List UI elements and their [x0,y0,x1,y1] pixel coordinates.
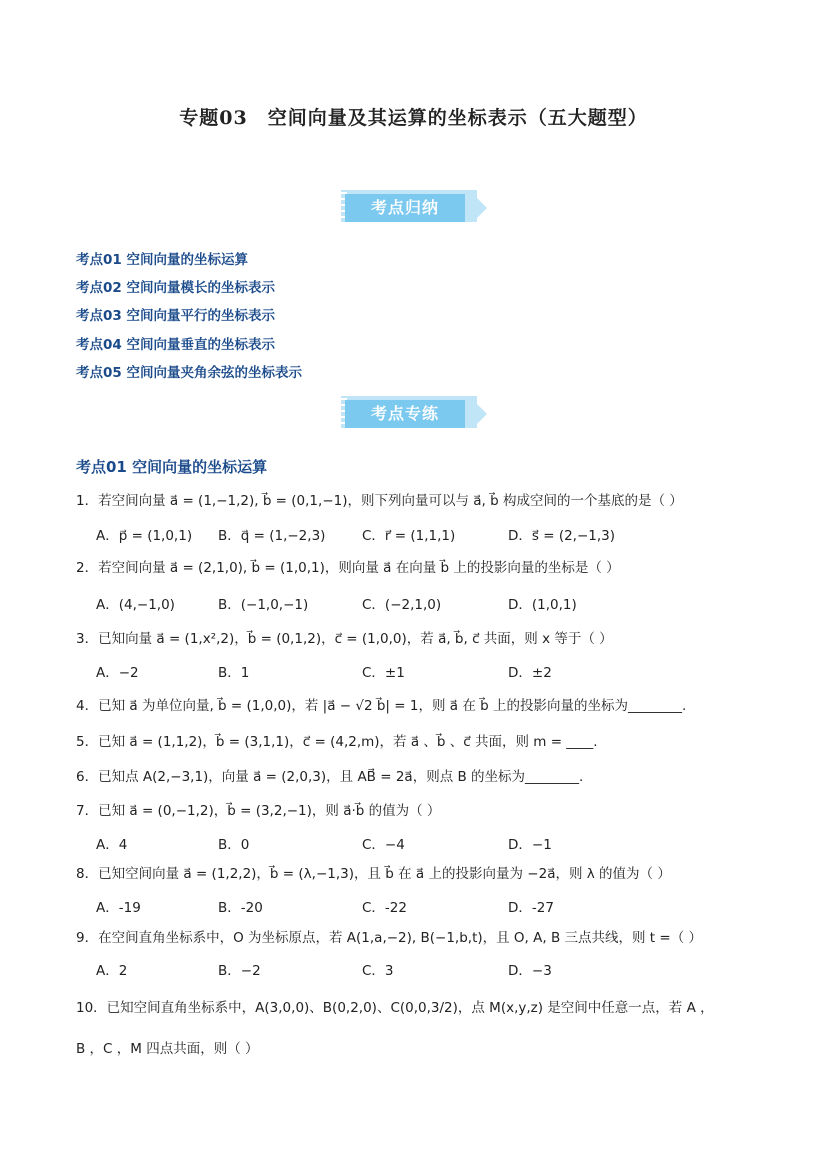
question-2: 2．若空间向量 a⃗ = (2,1,0), b⃗ = (1,0,1)，则向量 a⃗ 在向量 b⃗ 上的投影向量的坐标是（ ） [76,560,620,576]
banner-practice-label: 考点专练 [345,400,465,428]
option-a[interactable]: A．(4,−1,0) [96,597,175,613]
question-5: 5．已知 a⃗ = (1,1,2)，b⃗ = (3,1,1)，c⃗ = (4,2,m)，若 a⃗ 、b⃗ 、c⃗ 共面，则 m = ____. [76,734,598,750]
option-c[interactable]: C．(−2,1,0) [362,597,442,613]
section-heading: 考点01 空间向量的坐标运算 [76,458,268,476]
option-a[interactable]: A．4 [96,837,128,853]
question-4: 4．已知 a⃗ 为单位向量, b⃗ = (1,0,0)，若 |a⃗ − √2 b⃗| = 1，则 a⃗ 在 b⃗ 上的投影向量的坐标为________. [76,698,687,714]
option-b[interactable]: B．q⃗ = (1,−2,3) [218,528,326,544]
option-d[interactable]: D．−3 [508,963,552,979]
option-a[interactable]: A．-19 [96,900,141,916]
option-b[interactable]: B．(−1,0,−1) [218,597,309,613]
option-c[interactable]: C．3 [362,963,394,979]
option-d[interactable]: D．s⃗ = (2,−1,3) [508,528,616,544]
question-10: 10．已知空间直角坐标系中，A(3,0,0)、B(0,2,0)、C(0,0,3/2)，点 M(x,y,z) 是空间中任意一点，若 A ， [76,1000,714,1016]
toc-item-1[interactable]: 考点01 空间向量的坐标运算 [76,252,248,268]
option-b[interactable]: B．−2 [218,963,261,979]
question-1: 1．若空间向量 a⃗ = (1,−1,2), b⃗ = (0,1,−1)，则下列向量可以与 a⃗, b⃗ 构成空间的一个基底的是（ ） [76,493,683,509]
banner-summary [341,190,487,226]
question-3: 3．已知向量 a⃗ = (1,x²,2)，b⃗ = (0,1,2)，c⃗ = (1,0,0)，若 a⃗, b⃗, c⃗ 共面，则 x 等于（ ） [76,631,613,647]
page-title: 专题03 空间向量及其运算的坐标表示（五大题型） [179,107,648,129]
option-d[interactable]: D．±2 [508,665,552,681]
question-9: 9．在空间直角坐标系中，O 为坐标原点，若 A(1,a,−2), B(−1,b,t)，且 O, A, B 三点共线，则 t =（ ） [76,930,702,946]
toc-item-5[interactable]: 考点05 空间向量夹角余弦的坐标表示 [76,365,302,381]
option-b[interactable]: B．1 [218,665,250,681]
option-d[interactable]: D．−1 [508,837,552,853]
question-8: 8．已知空间向量 a⃗ = (1,2,2)，b⃗ = (λ,−1,3)，且 b⃗ 在 a⃗ 上的投影向量为 −2a⃗，则 λ 的值为（ ） [76,866,671,882]
question-10-continued: B ，C ，M 四点共面，则（ ） [76,1041,259,1057]
option-c[interactable]: C．-22 [362,900,407,916]
question-6: 6．已知点 A(2,−3,1)，向量 a⃗ = (2,0,3)，且 AB⃗ = 2a⃗，则点 B 的坐标为________. [76,769,584,785]
option-a[interactable]: A．p⃗ = (1,0,1) [96,528,193,544]
option-c[interactable]: C．±1 [362,665,405,681]
question-7: 7．已知 a⃗ = (0,−1,2)，b⃗ = (3,2,−1)，则 a⃗·b⃗ 的值为（ ） [76,803,441,819]
banner-summary-label: 考点归纳 [345,194,465,222]
toc-item-3[interactable]: 考点03 空间向量平行的坐标表示 [76,308,275,324]
option-a[interactable]: A．2 [96,963,128,979]
option-d[interactable]: D．(1,0,1) [508,597,577,613]
option-c[interactable]: C．r⃗ = (1,1,1) [362,528,456,544]
option-a[interactable]: A．−2 [96,665,139,681]
option-b[interactable]: B．0 [218,837,250,853]
option-c[interactable]: C．−4 [362,837,405,853]
option-b[interactable]: B．-20 [218,900,263,916]
toc-item-4[interactable]: 考点04 空间向量垂直的坐标表示 [76,337,275,353]
toc-item-2[interactable]: 考点02 空间向量模长的坐标表示 [76,280,275,296]
banner-practice [341,396,487,432]
option-d[interactable]: D．-27 [508,900,554,916]
